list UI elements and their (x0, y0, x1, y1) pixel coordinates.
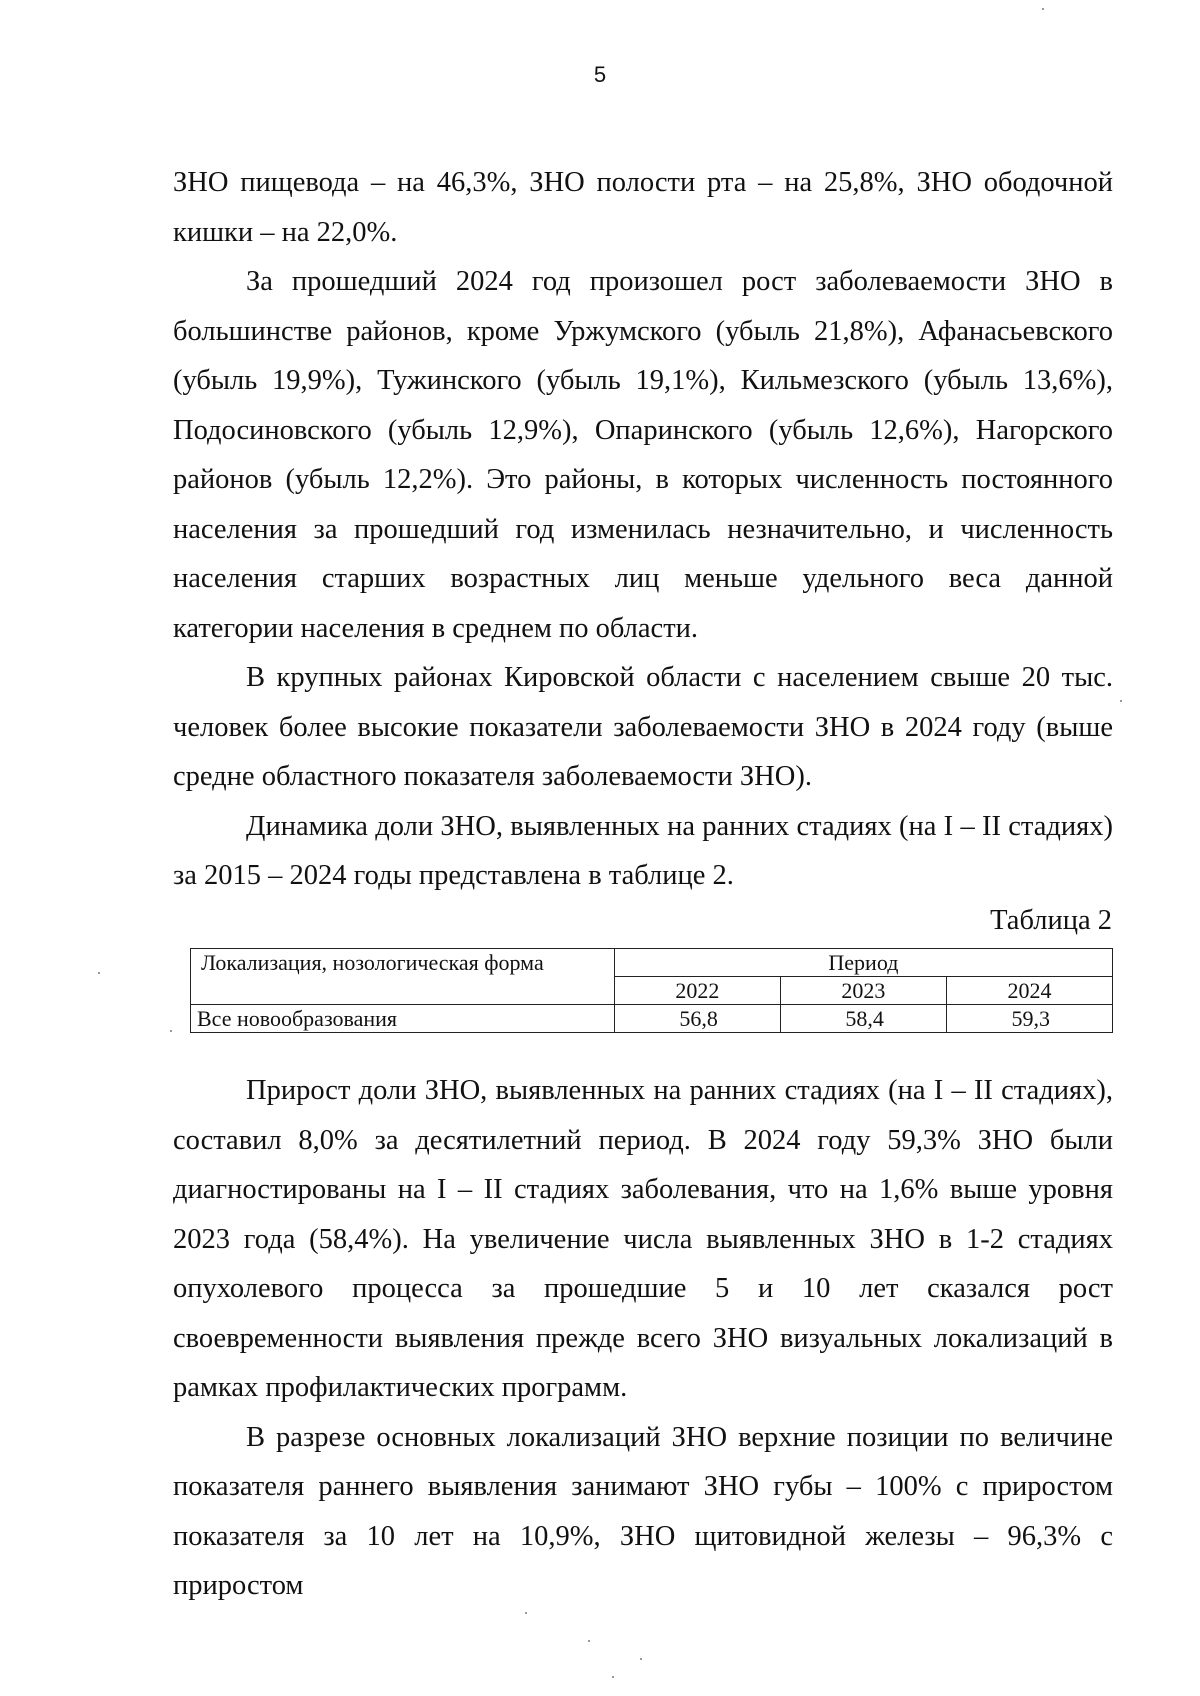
scan-speck (170, 1030, 172, 1032)
paragraph-early-stage-dynamics: Динамика доли ЗНО, выявленных на ранних стадиях (на I – II стадиях) за 2015 – 2024 годы представлена в таблице 2. (173, 810, 1113, 891)
scan-speck (525, 1612, 527, 1614)
page-number: 5 (593, 62, 607, 87)
paragraph-early-stage-growth: Прирост доли ЗНО, выявленных на ранних стадиях (на I – II стадиях), составил 8,0% за десятилетний период. В 2024 году 59,3% ЗНО были диагностированы на I – II стадиях заболевания, что на 1,6% выше уровня 2023 года (58,4%). На увеличение числа выявленных ЗНО в 1-2 стадиях опухолевого процесса за прошедшие 5 и 10 лет сказался рост своевременности выявления прежде всего ЗНО визуальных локализаций в рамках профилактических программ. (173, 1075, 1113, 1403)
table-row (191, 1005, 1113, 1033)
table-header-row (191, 949, 1113, 977)
body-text-top (173, 158, 1113, 901)
table-cell-2023: 58,4 (780, 1005, 946, 1033)
paragraph-esophagus-continuation: ЗНО пищевода – на 46,3%, ЗНО полости рта – на 25,8%, ЗНО ободочной кишки – на 22,0%. (173, 167, 1113, 248)
table-cell-2024: 59,3 (946, 1005, 1112, 1033)
paragraph-top-localizations: В разрезе основных локализаций ЗНО верхние позиции по величине показателя раннего выявления занимают ЗНО губы – 100% с приростом показателя за 10 лет на 10,9%, ЗНО щитовидной железы – 96,3% с приростом (173, 1421, 1113, 1601)
scan-speck (98, 972, 100, 974)
table-header-period: Период (614, 949, 1112, 977)
scan-speck (612, 1676, 614, 1678)
scan-speck (1120, 700, 1122, 702)
scan-speck (640, 1658, 642, 1660)
paragraph-district-incidence: За прошедший 2024 год произошел рост заболеваемости ЗНО в большинстве районов, кроме Уржумского (убыль 21,8%), Афанасьевского (убыль 19,9%), Тужинского (убыль 19,1%), Кильмезского (убыль 13,6%), Подосиновского (убыль 12,9%), Опаринского (убыль 12,6%), Нагорского районов (убыль 12,2%). Это районы, в которых численность постоянного населения за прошедший год изменилась незначительно, и численность населения старших возрастных лиц меньше удельного веса данной категории населения в среднем по области. (173, 266, 1113, 644)
table-caption: Таблица 2 (990, 905, 1112, 936)
body-text-bottom (173, 1066, 1113, 1611)
table-year-2024: 2024 (946, 977, 1112, 1005)
table-year-2022: 2022 (614, 977, 780, 1005)
table-year-2023: 2023 (780, 977, 946, 1005)
table-header-label: Локализация, нозологическая форма (191, 949, 615, 1005)
table-row-label: Все новообразования (191, 1005, 615, 1033)
table-cell-2022: 56,8 (614, 1005, 780, 1033)
paragraph-large-districts: В крупных районах Кировской области с населением свыше 20 тыс. человек более высокие показатели заболеваемости ЗНО в 2024 году (выше средне областного показателя заболеваемости ЗНО). (173, 662, 1113, 792)
early-detection-table (190, 948, 1113, 1033)
scan-speck (588, 1640, 590, 1642)
scan-speck (1042, 8, 1044, 10)
